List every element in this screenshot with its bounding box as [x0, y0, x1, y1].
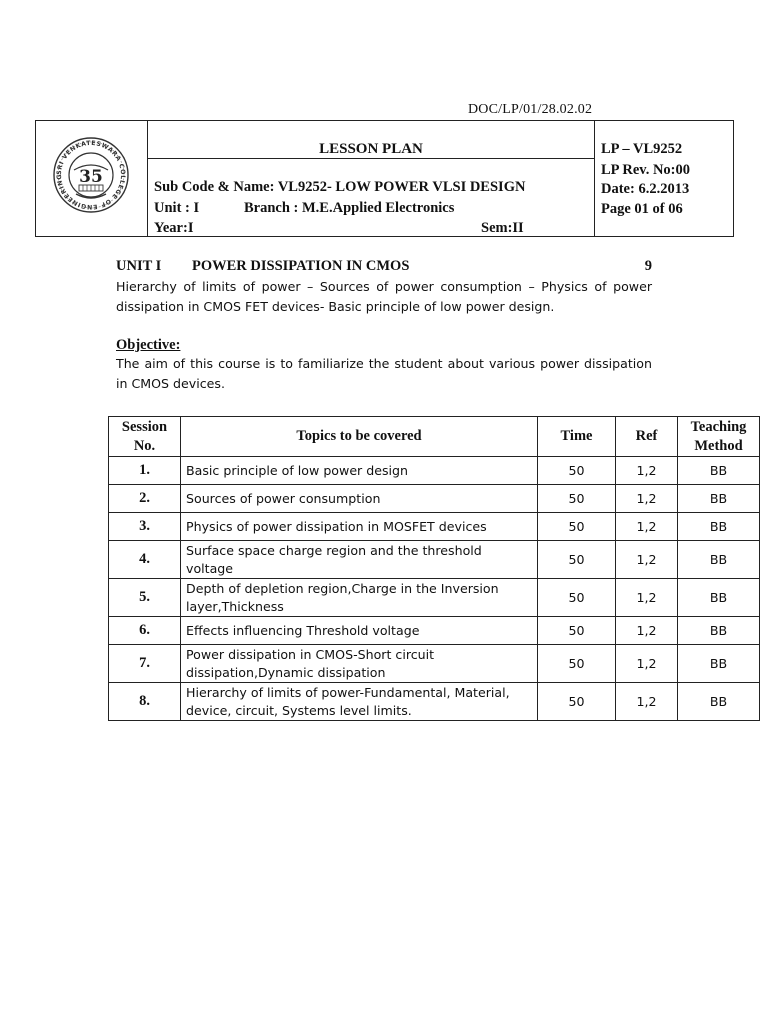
- college-seal-logo: [52, 132, 130, 218]
- lesson-plan-title: LESSON PLAN: [319, 141, 423, 157]
- session-ref: 1,2: [616, 617, 678, 645]
- document-reference: DOC/LP/01/28.02.02: [468, 102, 593, 117]
- session-topic: Depth of depletion region,Charge in the Inversion layer,Thickness: [181, 579, 538, 617]
- session-method: BB: [678, 645, 760, 683]
- header-divider-right: [594, 121, 595, 236]
- svg-text:35: 35: [79, 167, 103, 187]
- session-method: BB: [678, 457, 760, 485]
- session-number: 5.: [109, 579, 181, 617]
- session-topic: Hierarchy of limits of power-Fundamental, Material, device, circuit, Systems level limits.: [181, 683, 538, 721]
- objective-heading: Objective:: [116, 337, 181, 353]
- table-row: [109, 579, 760, 617]
- college-logo-cell: [36, 121, 147, 236]
- objective-text: The aim of this course is to familiarize the student about various power dissipation in CMOS devices.: [116, 356, 652, 391]
- session-topic: Power dissipation in CMOS-Short circuit dissipation,Dynamic dissipation: [181, 645, 538, 683]
- session-topic: Surface space charge region and the threshold voltage: [181, 541, 538, 579]
- session-number: 3.: [109, 513, 181, 541]
- session-number: 6.: [109, 617, 181, 645]
- table-row: [109, 457, 760, 485]
- header-divider-left: [147, 121, 148, 236]
- session-topic: Effects influencing Threshold voltage: [181, 617, 538, 645]
- page-number: Page 01 of 06: [601, 201, 683, 217]
- session-time: 50: [538, 683, 616, 721]
- table-row: [109, 617, 760, 645]
- lp-code: LP – VL9252: [601, 141, 683, 157]
- session-method: BB: [678, 617, 760, 645]
- header-topics: Topics to be covered: [181, 417, 538, 457]
- table-header-row: [109, 417, 760, 457]
- table-row: [109, 541, 760, 579]
- lesson-plan-header: [35, 120, 734, 237]
- sub-code-label: Sub Code & Name:: [154, 179, 275, 195]
- unit-number: UNIT I: [116, 258, 162, 274]
- session-number: 8.: [109, 683, 181, 721]
- session-time: 50: [538, 617, 616, 645]
- sem-label: Sem:II: [481, 220, 524, 236]
- session-ref: 1,2: [616, 579, 678, 617]
- session-number: 2.: [109, 485, 181, 513]
- table-row: [109, 645, 760, 683]
- header-rule: [148, 158, 594, 159]
- sub-code-value: VL9252- LOW POWER VLSI DESIGN: [277, 179, 526, 195]
- session-topic: Sources of power consumption: [181, 485, 538, 513]
- session-time: 50: [538, 485, 616, 513]
- lp-revision: LP Rev. No:00: [601, 162, 691, 178]
- header-teaching-method: Teaching Method: [678, 417, 760, 457]
- session-time: 50: [538, 541, 616, 579]
- session-ref: 1,2: [616, 513, 678, 541]
- session-time: 50: [538, 457, 616, 485]
- table-row: [109, 513, 760, 541]
- session-time: 50: [538, 579, 616, 617]
- unit-label: Unit : I: [154, 200, 200, 216]
- session-ref: 1,2: [616, 541, 678, 579]
- header-time: Time: [538, 417, 616, 457]
- table-row: [109, 683, 760, 721]
- session-ref: 1,2: [616, 645, 678, 683]
- subject-line: [154, 179, 525, 196]
- branch-label: Branch :: [244, 200, 299, 216]
- session-number: 1.: [109, 457, 181, 485]
- branch-value: M.E.Applied Electronics: [302, 200, 455, 216]
- session-number: 4.: [109, 541, 181, 579]
- unit-syllabus: Hierarchy of limits of power – Sources of power consumption – Physics of power dissipation in CMOS FET devices- Basic principle of low power design.: [116, 279, 652, 314]
- session-method: BB: [678, 513, 760, 541]
- table-row: [109, 485, 760, 513]
- session-time: 50: [538, 513, 616, 541]
- session-ref: 1,2: [616, 485, 678, 513]
- sessions-table: [108, 416, 760, 721]
- session-topic: Basic principle of low power design: [181, 457, 538, 485]
- session-ref: 1,2: [616, 457, 678, 485]
- session-topic: Physics of power dissipation in MOSFET devices: [181, 513, 538, 541]
- session-method: BB: [678, 541, 760, 579]
- session-method: BB: [678, 579, 760, 617]
- header-ref: Ref: [616, 417, 678, 457]
- branch-line: [244, 200, 454, 217]
- session-time: 50: [538, 645, 616, 683]
- session-method: BB: [678, 683, 760, 721]
- year-label: Year:I: [154, 220, 194, 236]
- unit-title: POWER DISSIPATION IN CMOS: [192, 258, 410, 274]
- session-number: 7.: [109, 645, 181, 683]
- unit-hours: 9: [644, 258, 652, 274]
- header-session-no: Session No.: [109, 417, 181, 457]
- lp-date: Date: 6.2.2013: [601, 181, 690, 197]
- session-method: BB: [678, 485, 760, 513]
- session-ref: 1,2: [616, 683, 678, 721]
- svg-text:SRI VENKATESWARA COLLEGE OF EN: SRI VENKATESWARA COLLEGE OF ENGINEERING: [55, 139, 127, 211]
